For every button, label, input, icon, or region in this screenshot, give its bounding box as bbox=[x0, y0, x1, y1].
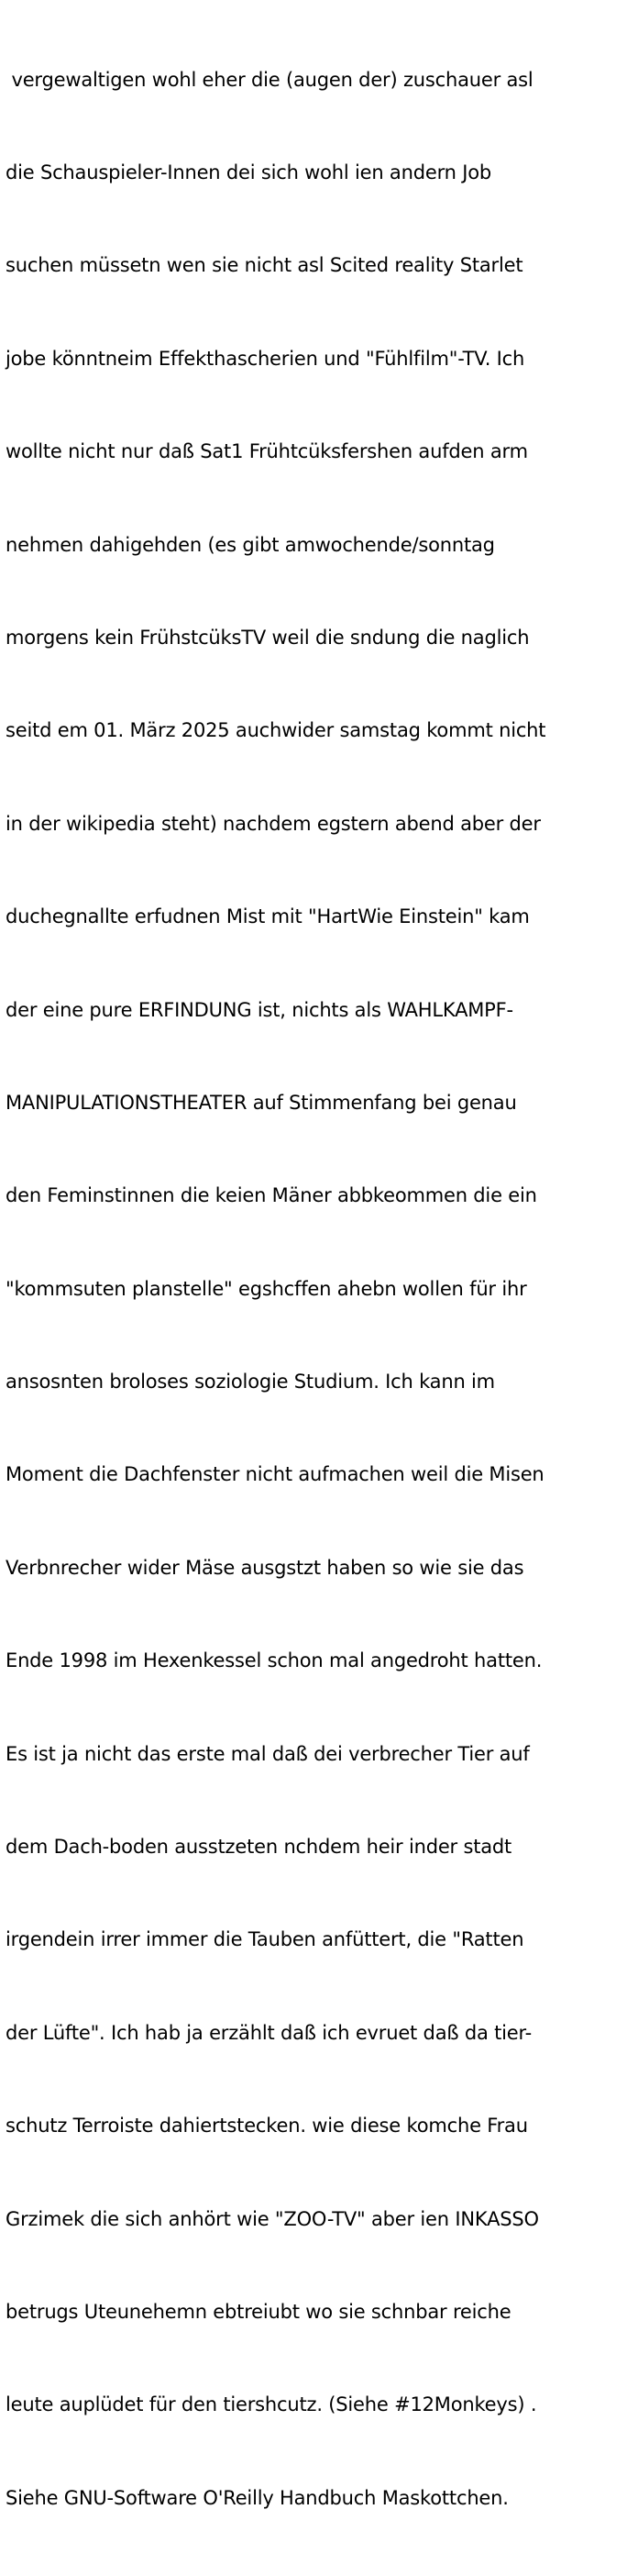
text-line-24: Grzimek die sich anhört wie "ZOO-TV" aber ien INKASSO bbox=[6, 2207, 539, 2230]
text-line-25: betrugs Uteunehemn ebtreiubt wo sie schnbar reiche bbox=[6, 2300, 512, 2323]
text-line-3: suchen müssetn wen sie nicht asl Scited reality Starlet bbox=[6, 254, 523, 277]
text-line-10: duchegnallte erfudnen Mist mit "HartWie Einstein" kam bbox=[6, 905, 530, 928]
text-line-21: irgendein irrer immer die Tauben anfüttert, die "Ratten bbox=[6, 1928, 524, 1951]
text-line-18: Ende 1998 im Hexenkessel schon mal angedroht hatten. bbox=[6, 1649, 543, 1672]
text-line-14: "kommsuten planstelle" egshcffen ahebn wollen für ihr bbox=[6, 1277, 527, 1300]
text-line-2: die Schauspieler-Innen dei sich wohl ien andern Job bbox=[6, 161, 491, 183]
text-line-9: in der wikipedia steht) nachdem egstern abend aber der bbox=[6, 812, 541, 835]
text-line-27: Siehe GNU-Software O'Reilly Handbuch Maskottchen. bbox=[6, 2486, 509, 2509]
text-line-15: ansosnten broloses soziologie Studium. Ich kann im bbox=[6, 1371, 495, 1393]
text-line-16: Moment die Dachfenster nicht aufmachen weil die Misen bbox=[6, 1463, 544, 1486]
text-line-22: der Lüfte". Ich hab ja erzählt daß ich evruet daß da tier- bbox=[6, 2021, 532, 2044]
text-line-20: dem Dach-boden ausstzeten nchdem heir inder stadt bbox=[6, 1836, 512, 1859]
text-line-4: jobe könntneim Effekthascherien und "Fühlfilm"-TV. Ich bbox=[6, 347, 525, 370]
text-line-19: Es ist ja nicht das erste mal daß dei verbrecher Tier auf bbox=[6, 1742, 530, 1765]
text-line-5: wollte nicht nur daß Sat1 Frühtcüksfershen aufden arm bbox=[6, 440, 528, 463]
text-line-11: der eine pure ERFINDUNG ist, nichts als WAHLKAMPF- bbox=[6, 998, 513, 1021]
text-line-6: nehmen dahigehden (es gibt amwochende/sonntag bbox=[6, 533, 495, 556]
text-line-17: Verbnrecher wider Mäse ausgstzt haben so wie sie das bbox=[6, 1556, 524, 1579]
text-line-1: vergewaltigen wohl eher die (augen der) zuschauer asl bbox=[6, 68, 534, 91]
text-line-13: den Feminstinnen die keien Mäner abbkeommen die ein bbox=[6, 1184, 537, 1207]
text-line-8: seitd em 01. März 2025 auchwider samstag kommt nicht bbox=[6, 719, 546, 742]
text-line-12: MANIPULATIONSTHEATER auf Stimmenfang bei genau bbox=[6, 1091, 517, 1114]
text-line-23: schutz Terroiste dahiertstecken. wie diese komche Frau bbox=[6, 2115, 528, 2137]
text-line-7: morgens kein FrühstcüksTV weil die sndung die naglich bbox=[6, 626, 530, 649]
text-line-26: leute auplüdet für den tiershcutz. (Siehe #12Monkeys) . bbox=[6, 2393, 537, 2416]
document-text bbox=[6, 3, 625, 2576]
